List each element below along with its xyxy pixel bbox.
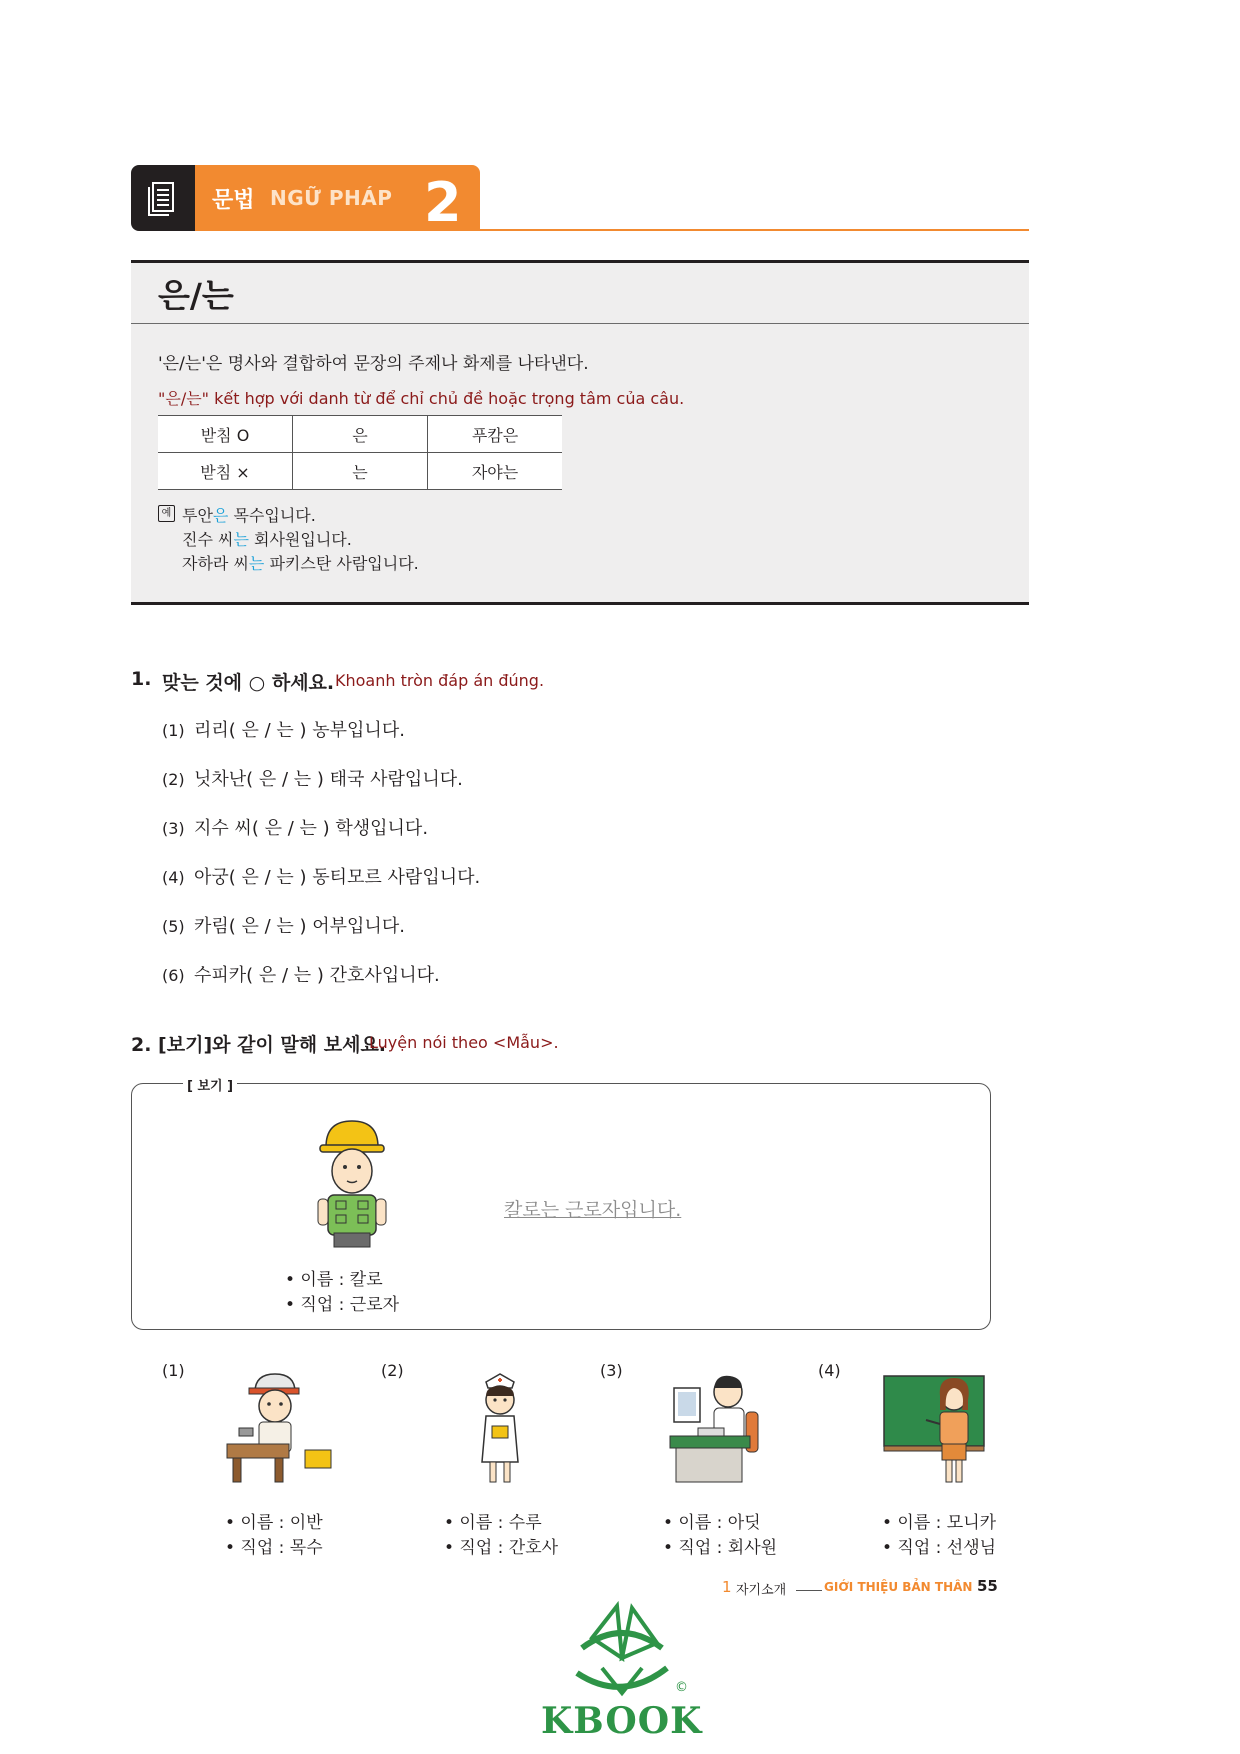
exercise1-instruction-ko: 맞는 것에 ○ 하세요. xyxy=(162,672,335,694)
example-label: [ 보기 ] xyxy=(183,1075,237,1094)
office-worker-illustration xyxy=(668,1370,768,1485)
exercise1-item xyxy=(162,961,440,987)
grammar-divider xyxy=(131,323,1029,324)
exercise1-item xyxy=(162,765,463,791)
footer-divider xyxy=(796,1590,822,1591)
table-row xyxy=(158,416,562,453)
header-label-ko: 문법 xyxy=(212,188,255,213)
copyright-mark: © xyxy=(675,1680,688,1695)
example-sentence-1 xyxy=(182,503,316,526)
example-text: 자하라 씨 xyxy=(182,554,249,573)
picture-name-line: • 이름 : 아딧 xyxy=(663,1513,761,1533)
picture-job-line: • 직업 : 회사원 xyxy=(663,1538,778,1558)
example-text: 회사원입니다. xyxy=(248,530,352,549)
nurse-illustration xyxy=(470,1370,530,1485)
picture-job-line: • 직업 : 선생님 xyxy=(882,1538,997,1558)
table-cell-condition: 받침 × xyxy=(158,453,293,490)
table-row xyxy=(158,453,562,490)
picture-name-line: • 이름 : 수루 xyxy=(444,1513,542,1533)
page-number: 55 xyxy=(977,1577,998,1595)
example-job-line: • 직업 : 근로자 xyxy=(285,1295,400,1315)
header-rule xyxy=(480,229,1029,231)
header-number: 2 xyxy=(424,171,462,234)
example-text: 파키스탄 사람입니다. xyxy=(264,554,419,573)
item-text: 지수 씨( 은 / 는 ) 학생입니다. xyxy=(194,818,429,839)
example-text: 투안 xyxy=(182,506,213,525)
table-cell-example: 푸캄은 xyxy=(428,416,563,453)
example-particle: 는 xyxy=(248,554,265,573)
picture-number: (3) xyxy=(600,1361,623,1380)
grammar-title: 은/는 xyxy=(158,276,234,315)
picture-job-line: • 직업 : 목수 xyxy=(225,1538,323,1558)
item-number: (1) xyxy=(162,721,185,740)
item-text: 아궁( 은 / 는 ) 동티모르 사람입니다. xyxy=(194,867,481,888)
example-particle: 은 xyxy=(212,506,229,525)
table-cell-condition: 받침 O xyxy=(158,416,293,453)
picture-number: (4) xyxy=(818,1361,841,1380)
table-cell-particle: 는 xyxy=(293,453,428,490)
picture-name-line: • 이름 : 모니카 xyxy=(882,1513,997,1533)
header-label-vi: NGỮ PHÁP xyxy=(270,186,393,210)
exercise1-item xyxy=(162,716,405,742)
kbook-watermark: KBOOK xyxy=(541,1700,703,1742)
document-icon xyxy=(131,165,195,231)
item-text: 카림( 은 / 는 ) 어부입니다. xyxy=(194,916,405,937)
exercise2-instruction-vi: Luyện nói theo <Mẫu>. xyxy=(369,1033,559,1052)
picture-name-line: • 이름 : 이반 xyxy=(225,1513,323,1533)
example-text: 목수입니다. xyxy=(228,506,316,525)
footer-chapter-vi: GIỚI THIỆU BẢN THÂN xyxy=(824,1580,973,1594)
kbook-logo-icon xyxy=(562,1598,682,1708)
footer-chapter-ko: 자기소개 xyxy=(736,1583,787,1598)
item-number: (6) xyxy=(162,966,185,985)
exercise1-item xyxy=(162,814,428,840)
item-number: (3) xyxy=(162,819,185,838)
carpenter-illustration xyxy=(225,1370,335,1485)
exercise1-item xyxy=(162,863,480,889)
exercise2-instruction-ko: 2. [보기]와 같이 말해 보세요. xyxy=(131,1034,387,1056)
grammar-desc-vi: "은/는" kết hợp với danh từ để chỉ chủ đề hoặc trọng tâm của câu. xyxy=(158,389,685,408)
example-name-line: • 이름 : 칼로 xyxy=(285,1270,383,1290)
grammar-desc-ko: '은/는'은 명사와 결합하여 문장의 주제나 화제를 나타낸다. xyxy=(158,354,589,374)
table-cell-example: 자야는 xyxy=(428,453,563,490)
example-sentence-3 xyxy=(182,551,419,574)
construction-worker-illustration xyxy=(312,1115,392,1250)
table-cell-particle: 은 xyxy=(293,416,428,453)
item-number: (2) xyxy=(162,770,185,789)
example-sentence-2 xyxy=(182,527,352,550)
example-answer: 칼로는 근로자입니다. xyxy=(504,1199,682,1221)
item-text: 닛차난( 은 / 는 ) 태국 사람입니다. xyxy=(194,769,463,790)
picture-number: (1) xyxy=(162,1361,185,1380)
item-number: (4) xyxy=(162,868,185,887)
picture-job-line: • 직업 : 간호사 xyxy=(444,1538,559,1558)
picture-number: (2) xyxy=(381,1361,404,1380)
footer-chapter-number: 1 xyxy=(722,1578,732,1596)
example-particle: 는 xyxy=(233,530,249,549)
example-mark: 예 xyxy=(158,505,175,522)
header-icon-box xyxy=(131,165,195,231)
item-number: (5) xyxy=(162,917,185,936)
teacher-illustration xyxy=(882,1370,988,1485)
example-text: 진수 씨 xyxy=(182,530,234,549)
grammar-table xyxy=(158,415,562,490)
item-text: 리리( 은 / 는 ) 농부입니다. xyxy=(194,720,405,741)
item-text: 수피카( 은 / 는 ) 간호사입니다. xyxy=(194,965,440,986)
exercise1-number: 1. xyxy=(131,668,152,690)
exercise1-item xyxy=(162,912,405,938)
exercise1-instruction-vi: Khoanh tròn đáp án đúng. xyxy=(335,671,545,690)
